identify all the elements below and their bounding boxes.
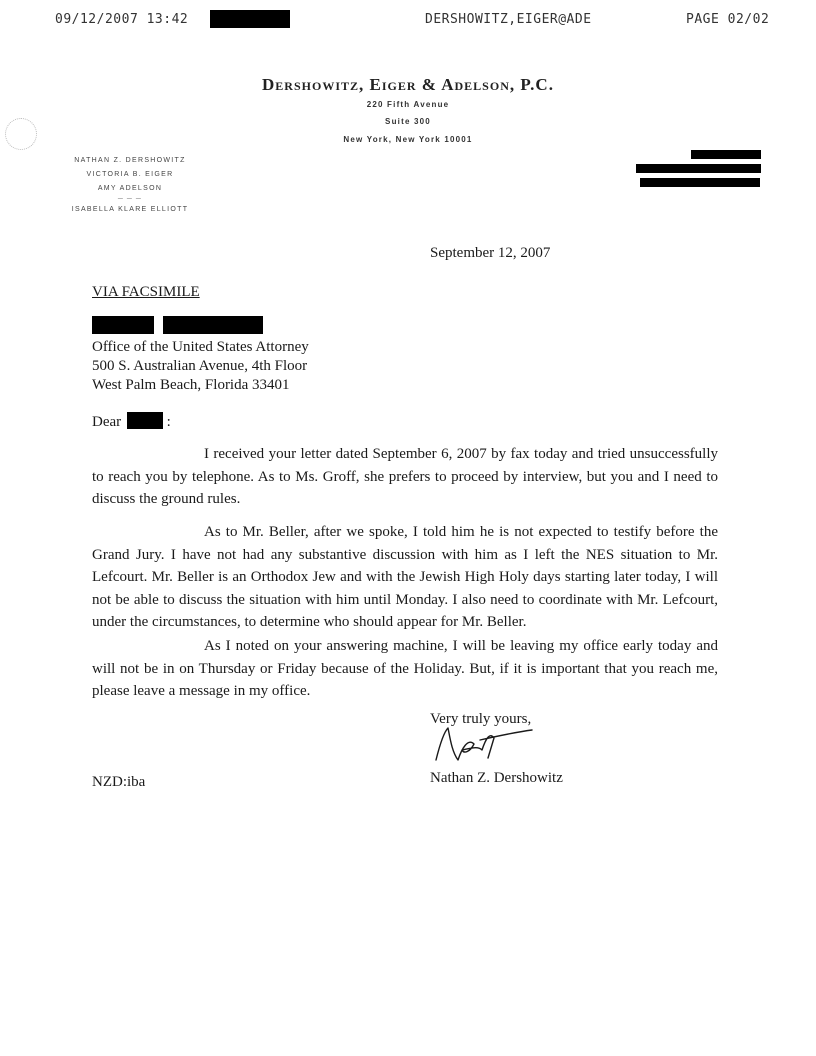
fax-sender: DERSHOWITZ,EIGER@ADE xyxy=(425,12,592,27)
partner-name: ISABELLA KLARE ELLIOTT xyxy=(71,206,189,213)
redaction-bar xyxy=(92,316,154,334)
salutation xyxy=(92,411,171,433)
recipient-line: Office of the United States Attorney xyxy=(92,339,309,355)
redaction-bar xyxy=(640,178,760,187)
address-line-city: New York, New York 10001 xyxy=(343,135,473,144)
closing: Very truly yours, xyxy=(430,711,532,727)
salutation-text: Dear xyxy=(92,414,122,430)
typist-initials: NZD:iba xyxy=(92,774,146,790)
partner-name: NATHAN Z. DERSHOWITZ xyxy=(74,157,186,164)
redaction-bar xyxy=(127,412,163,429)
letter-date: September 12, 2007 xyxy=(430,245,551,261)
recipient-line: West Palm Beach, Florida 33401 xyxy=(92,377,290,393)
fax-datetime: 09/12/2007 13:42 xyxy=(55,12,189,27)
signatory-name: Nathan Z. Dershowitz xyxy=(430,770,563,786)
fax-page-number: PAGE 02/02 xyxy=(686,12,770,27)
salutation-colon: : xyxy=(166,414,171,430)
redaction-bar xyxy=(636,164,761,173)
redaction-bar xyxy=(210,10,290,28)
partner-divider: — — — xyxy=(117,196,143,202)
firm-name: Dershowitz, Eiger & Adelson, P.C. xyxy=(262,75,554,94)
signature xyxy=(428,724,538,768)
address-line-street: 220 Fifth Avenue xyxy=(366,100,450,109)
recipient-line: 500 S. Australian Avenue, 4th Floor xyxy=(92,358,308,374)
partner-name: VICTORIA B. EIGER xyxy=(86,171,174,178)
partner-name: AMY ADELSON xyxy=(97,185,163,192)
body-paragraph: As I noted on your answering machine, I will be leaving my office early today and will not be in on Thursday or Friday because of the Holiday. But, if it is important that you reach me, please leave a message in my office. xyxy=(92,638,718,699)
body-paragraph: As to Mr. Beller, after we spoke, I told him he is not expected to testify before the Grand Jury. I have not had any substantive discussion with him as I left the NES situation to Mr. Lefcourt. Mr. Beller is an Orthodox Jew and with the Jewish High Holy days starting later today, I will not be able to discuss the situation with him until Monday. I also need to coordinate with Mr. Lefcourt, under the circumstances, to determine who should appear for Mr. Beller. xyxy=(92,524,718,630)
redaction-bar xyxy=(163,316,263,334)
redaction-bar xyxy=(691,150,761,159)
delivery-method: VIA FACSIMILE xyxy=(92,284,200,300)
body-paragraph: I received your letter dated September 6, 2007 by fax today and tried unsuccessfully to reach you by telephone. As to Ms. Groff, she prefers to proceed by interview, but you and I need to discuss the ground rules. xyxy=(92,446,718,507)
address-line-suite: Suite 300 xyxy=(385,117,431,126)
